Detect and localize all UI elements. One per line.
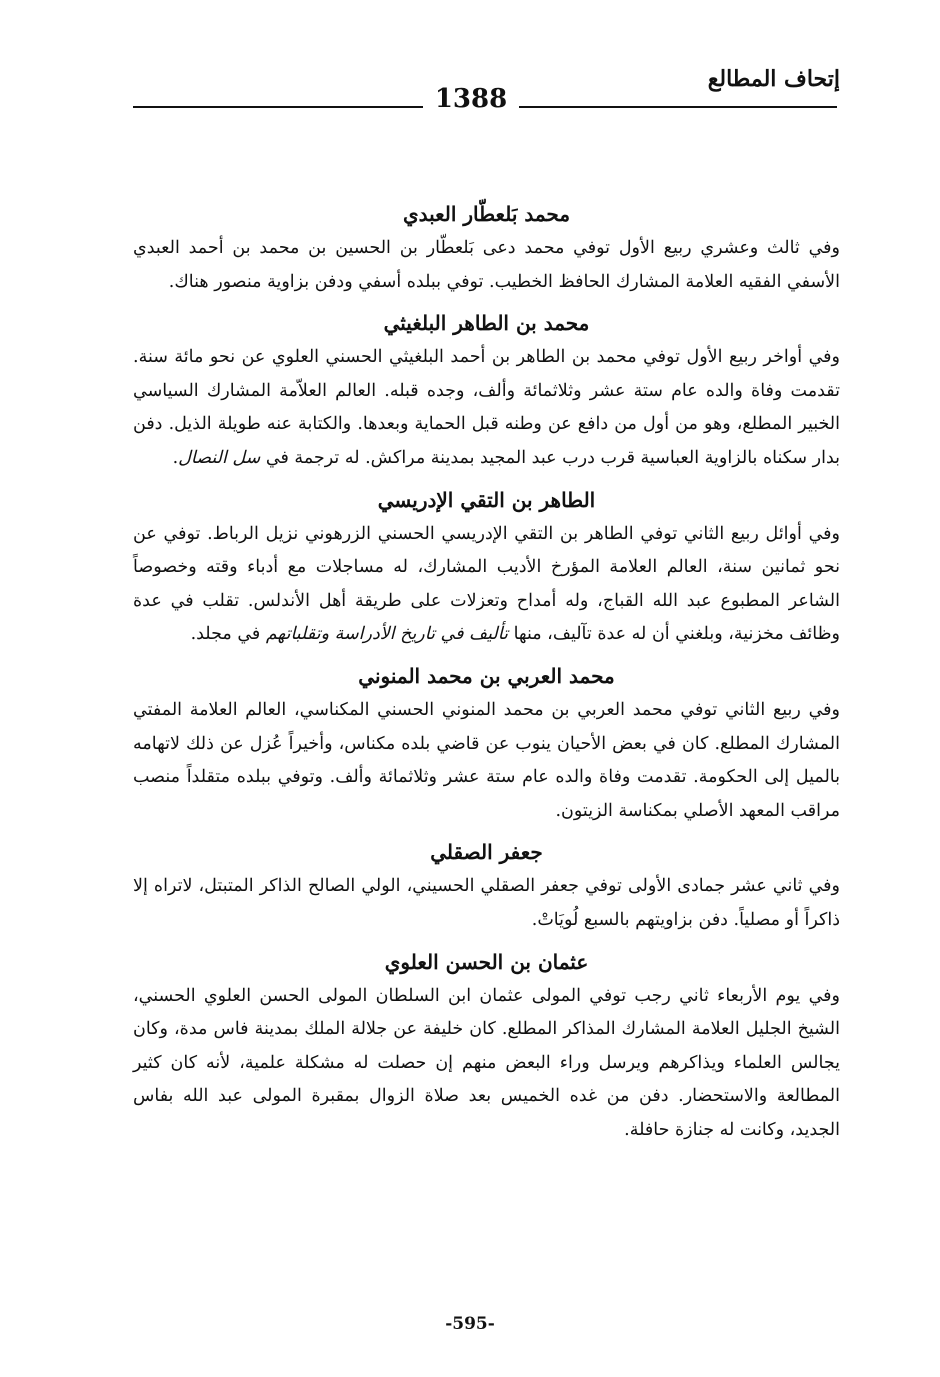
header-rule-right [519,106,837,108]
entry-text: وفي ثالث وعشري ربيع الأول توفي محمد دعى بَلعطّار بن الحسين بن محمد بن أحمد العبدي الأسفي الفقيه العلامة المشارك الحافظ الخطيب. توفي ببلده أسفي ودفن بزاوية منصور هناك. [133,238,840,292]
entry-text: وفي ربيع الثاني توفي محمد العربي بن محمد المنوني الحسني المكناسي، العالم العلامة المفتي المشارك المطلع. كان في بعض الأحيان ينوب عن قاضي بلده مكناس، وأخيراً عُزل عن ذلك لاتهامه بالميل إلى الحكومة. تقدمت وفاة والده عام ستة عشر وثلاثمائة وألف. وتوفي ببلده متقلداً منصب مراقب المعهد الأصلي بمكناسة الزيتون. [133,699,840,821]
entry-body [133,341,840,475]
entry [133,834,840,937]
year-heading: 1388 [434,84,508,114]
entry-title: جعفر الصقلي [430,840,543,865]
page-number: -595- [445,1314,495,1334]
entry-text: وفي ثاني عشر جمادى الأولى توفي جعفر الصقلي الحسيني، الولي الصالح الذاكر المتبتل، لاتراه إلا ذاكراً أو مصلياً. دفن بزاويتهم بالسبع لُويَاتْ. [133,876,840,930]
entry-body [133,518,840,652]
entry-tail: في مجلد. [190,624,266,645]
entry-text: وفي أوائل ربيع الثاني توفي الطاهر بن التقي الإدريسي الحسني الزرهوني نزيل الرباط. توفي عن نحو ثمانين سنة، العالم العلامة المؤرخ الأديب المشارك، له مساجلات مع أدباء وقته وخصوصاً الشاعر المطبوع عبد الله القباج، وله أمداح وتعزلات على طريقة أهل الأندلس. تقلب في عدة وظائف مخزنية، وبلغني أن له عدة تآليف، منها [133,523,840,645]
entry [133,196,840,299]
entry-body [133,980,840,1148]
entries [133,196,840,1153]
entry-title: محمد بن الطاهر البلغيثي [383,311,590,336]
entry [133,305,840,475]
entry-tail: . [172,447,179,468]
book-title: سل النصال [178,447,261,468]
entry-title: محمد العربي بن محمد المنوني [358,663,615,688]
header-rule-left [133,106,423,108]
entry-title: الطاهر بن التقي الإدريسي [377,487,596,512]
entry-body [133,870,840,937]
entry-body [133,694,840,828]
running-title: إتحاف المطالع [707,66,840,92]
entry [133,944,840,1148]
entry-body [133,232,840,299]
entry [133,658,840,828]
book-title: تأليف في تاريخ الأدراسة وتقلباتهم [265,624,508,645]
entry-title: محمد بَلعطّار العبدي [402,202,571,226]
entry-text: وفي أواخر ربيع الأول توفي محمد بن الطاهر بن أحمد البلغيثي الحسني العلوي عن نحو مائة سنة. تقدمت وفاة والده عام ستة عشر وثلاثمائة وألف، وجده قبله. العالم العلاّمة المشارك السياسي الخبير المطلع، وهو من أول من دافع عن وطنه قبل الحماية وبعدها. والكتابة عنه طويلة الذيل. دفن بدار سكناه بالزاوية العباسية قرب درب عبد المجيد بمدينة مراكش. له ترجمة في [133,347,840,468]
entry-text: وفي يوم الأربعاء ثاني رجب توفي المولى عثمان ابن السلطان المولى الحسن العلوي الحسني، الشيخ الجليل العلامة المشارك المذاكر المطلع. كان خليفة عن جلالة الملك بمدينة فاس مدة، وكان يجالس العلماء ويذاكرهم ويرسل وراء البعض منهم إن حصلت له مشكلة علمية، لأنه كان كثير المطالعة والاستحضار. دفن من غده الخميس بعد صلاة الزوال بمقبرة المولى عبد الله بفاس الجديد، وكانت له جنازة حافلة. [133,985,840,1140]
entry-title: عثمان بن الحسن العلوي [384,949,589,974]
entry [133,482,840,652]
